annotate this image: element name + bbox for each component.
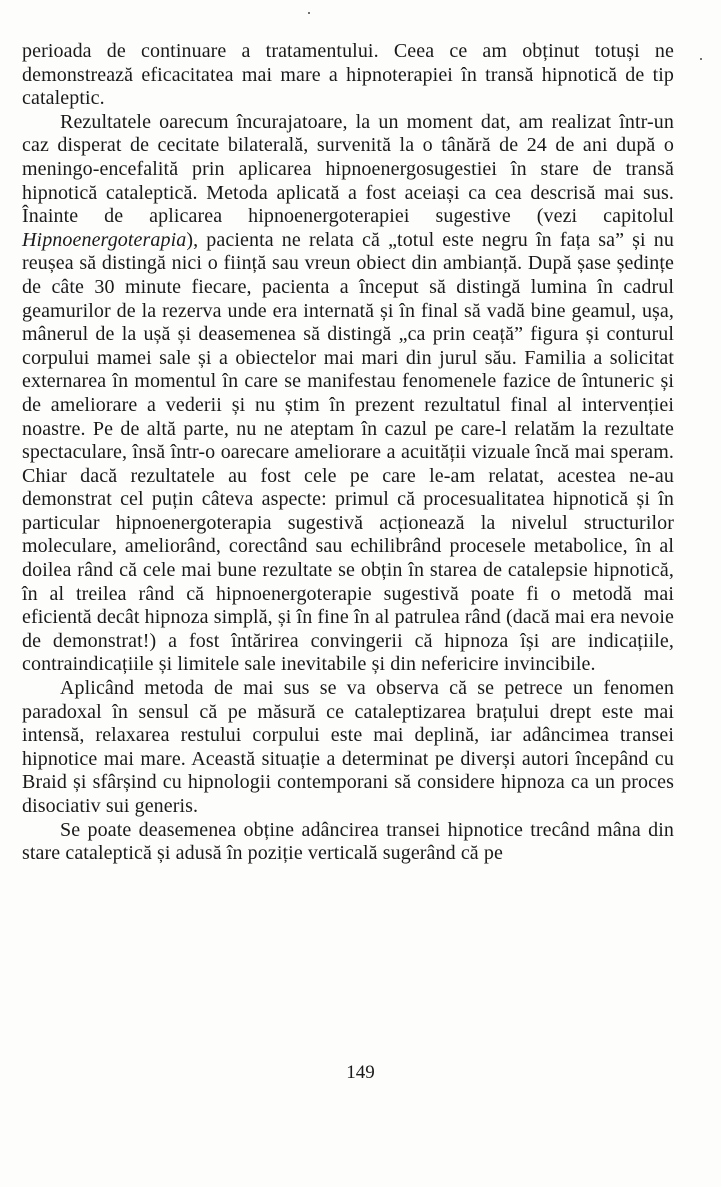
chapter-reference: Hipnoenergoterapia bbox=[22, 228, 187, 251]
paragraph-continuation: perioada de continuare a tratamentului. Ceea ce am obținut totuși ne demonstrează eficacitatea mai mare a hipnoterapiei în transă hipnotică de tip cataleptic. bbox=[22, 40, 674, 110]
page-number: 149 bbox=[346, 1062, 375, 1083]
paragraph-deepening: Se poate deasemenea obține adâncirea transei hipnotice trecând mâna din stare cataleptică și adusă în poziție verticală sugerând că pe bbox=[22, 818, 674, 865]
scan-speck bbox=[700, 58, 702, 60]
body-text bbox=[22, 40, 674, 866]
scan-speck bbox=[308, 12, 310, 14]
paragraph-paradox: Aplicând metoda de mai sus se va observa că se petrece un fenomen paradoxal în sensul că pe măsură ce cataleptizarea brațului drept este mai intensă, relaxarea restului corpului este mai deplină, iar adâncimea transei hipnotice mai mare. Această situație a determinat pe diverși autori începând cu Braid și sfârșind cu hipnologii contemporani să considere hipnoza ca un proces disociativ sui generis. bbox=[22, 677, 674, 817]
paragraph-case-report: Rezultatele oarecum încurajatoare, la un moment dat, am realizat într-un caz disperat de cecitate bilaterală, survenită la o tânără de 24 de ani după o meningo-encefalită prin aplicarea hipnoenergosugestiei în stare de transă hipnotică cataleptică. Metoda aplicată a fost aceiași ca cea descrisă mai sus. Înainte de aplicarea hipnoenergoterapiei sugestive (vezi capitolul Hipnoenergoterapia), pacienta ne relata că „totul este negru în fața sa” și nu reușea să distingă nici o ființă sau vreun obiect din ambianță. După șase ședințe de câte 30 minute fiecare, pacienta a început să distingă lumina în cadrul geamurilor de la rezerva unde era internată și în final să vadă bine geamul, ușa, mânerul de la ușă și deasemenea să distingă „ca prin ceață” figura și conturul corpului mamei sale și a obiectelor mai mari din jurul său. Familia a solicitat externarea în momentul în care se manifestau fenomenele fazice de întuneric și de ameliorare a vederii și nu știm în prezent rezultatul final al intervenției noastre. Pe de altă parte, nu ne ateptam în cazul pe care-l relatăm la rezultate spectaculare, însă într-o oarecare ameliorare a acuității vizuale încă mai speram. Chiar dacă rezultatele au fost cele pe care le-am relatat, acestea ne-au demonstrat cel puțin câteva aspecte: primul că procesualitatea hipnotică și în particular hipnoenergoterapia sugestivă acționează la nivelul structurilor moleculare, ameliorând, corectând sau echilibrând procesele metabolice, în al doilea rând că cele mai bune rezultate se obțin în starea de catalepsie hipnotică, în al treilea rând că hipnoenergoterapie sugestivă poate fi o metodă mai eficientă decât hipnoza simplă, și în fine în al patrulea rând (dacă mai era nevoie de demonstrat!) a fost întărirea convingerii că hipnoza își are indicațiile, contraindicațiile și limitele sale inevitabile și din nefericire invincibile. bbox=[22, 110, 674, 676]
